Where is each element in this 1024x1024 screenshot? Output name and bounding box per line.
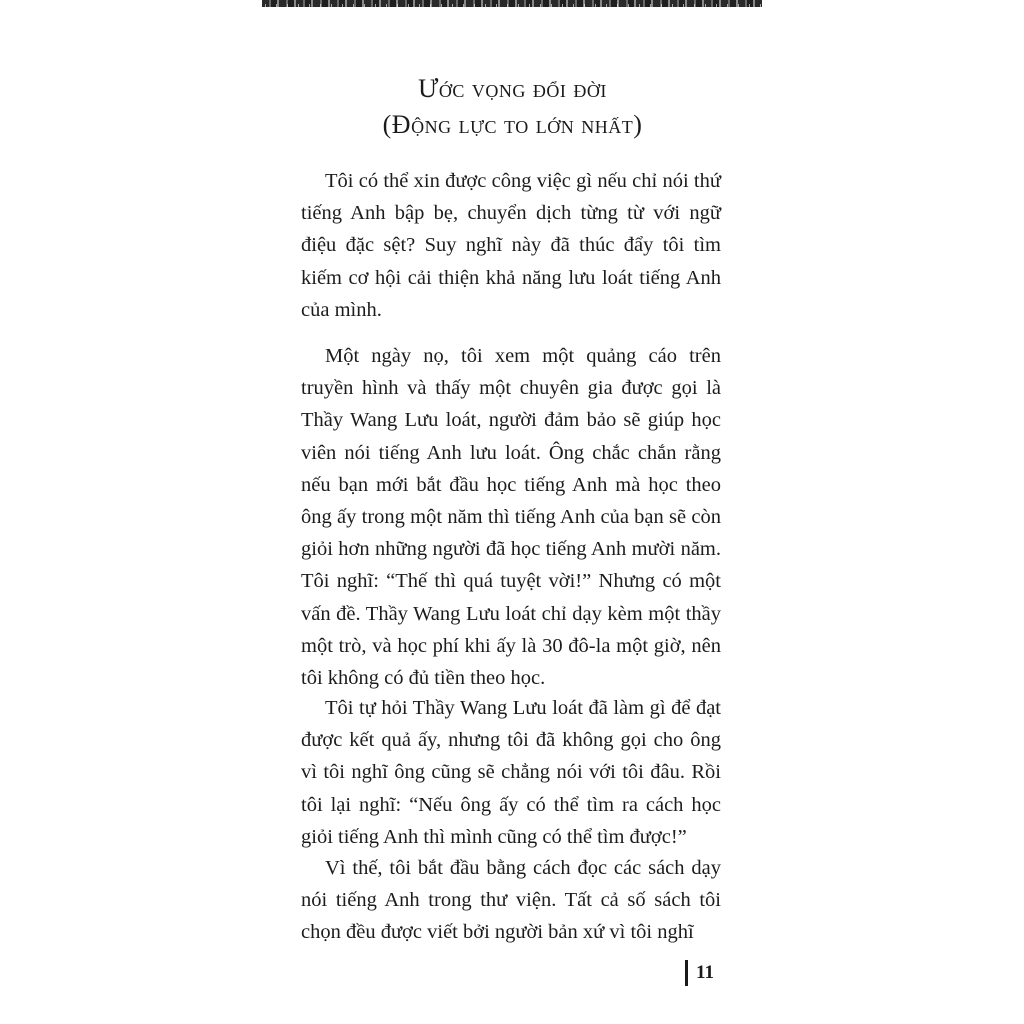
page-number-divider bbox=[685, 960, 688, 986]
body-paragraph-2: Một ngày nọ, tôi xem một quảng cáo trên truyền hình và thấy một chuyên gia được gọi là Thầy Wang Lưu loát, người đảm bảo sẽ giúp học viên nói tiếng Anh lưu loát. Ông chắc chắn rằng nếu bạn mới bắt đầu học tiếng Anh mà học theo ông ấy trong một năm thì tiếng Anh của bạn sẽ còn giỏi hơn những người đã học tiếng Anh mười năm. Tôi nghĩ: “Thế thì quá tuyệt vời!” Nhưng có một vấn đề. Thầy Wang Lưu loát chỉ dạy kèm một thầy một trò, và học phí khi ấy là 30 đô-la một giờ, nên tôi không có đủ tiền theo học. bbox=[301, 345, 721, 690]
page-number: 11 bbox=[696, 962, 714, 983]
body-paragraph-4: Vì thế, tôi bắt đầu bằng cách đọc các sách dạy nói tiếng Anh trong thư viện. Tất cả số sách tôi chọn đều được viết bởi người bản xứ vì tôi nghĩ bbox=[301, 857, 721, 944]
body-paragraph-1: Tôi có thể xin được công việc gì nếu chỉ nói thứ tiếng Anh bập bẹ, chuyển dịch từng từ với ngữ điệu đặc sệt? Suy nghĩ này đã thúc đẩy tôi tìm kiếm cơ hội cải thiện khả năng lưu loát tiếng Anh của mình. bbox=[301, 170, 721, 321]
body-paragraph-3: Tôi tự hỏi Thầy Wang Lưu loát đã làm gì để đạt được kết quả ấy, nhưng tôi đã không gọi cho ông vì tôi nghĩ ông cũng sẽ chẳng nói với tôi đâu. Rồi tôi lại nghĩ: “Nếu ông ấy có thể tìm ra cách học giỏi tiếng Anh thì mình cũng có thể tìm được!” bbox=[301, 697, 721, 848]
chapter-title-line-2: (Động lực to lớn nhất) bbox=[382, 110, 643, 139]
chapter-title-line-1: Ước vọng đổi đời bbox=[418, 74, 607, 103]
page-top-border bbox=[262, 0, 762, 7]
page-number-block bbox=[685, 958, 714, 988]
